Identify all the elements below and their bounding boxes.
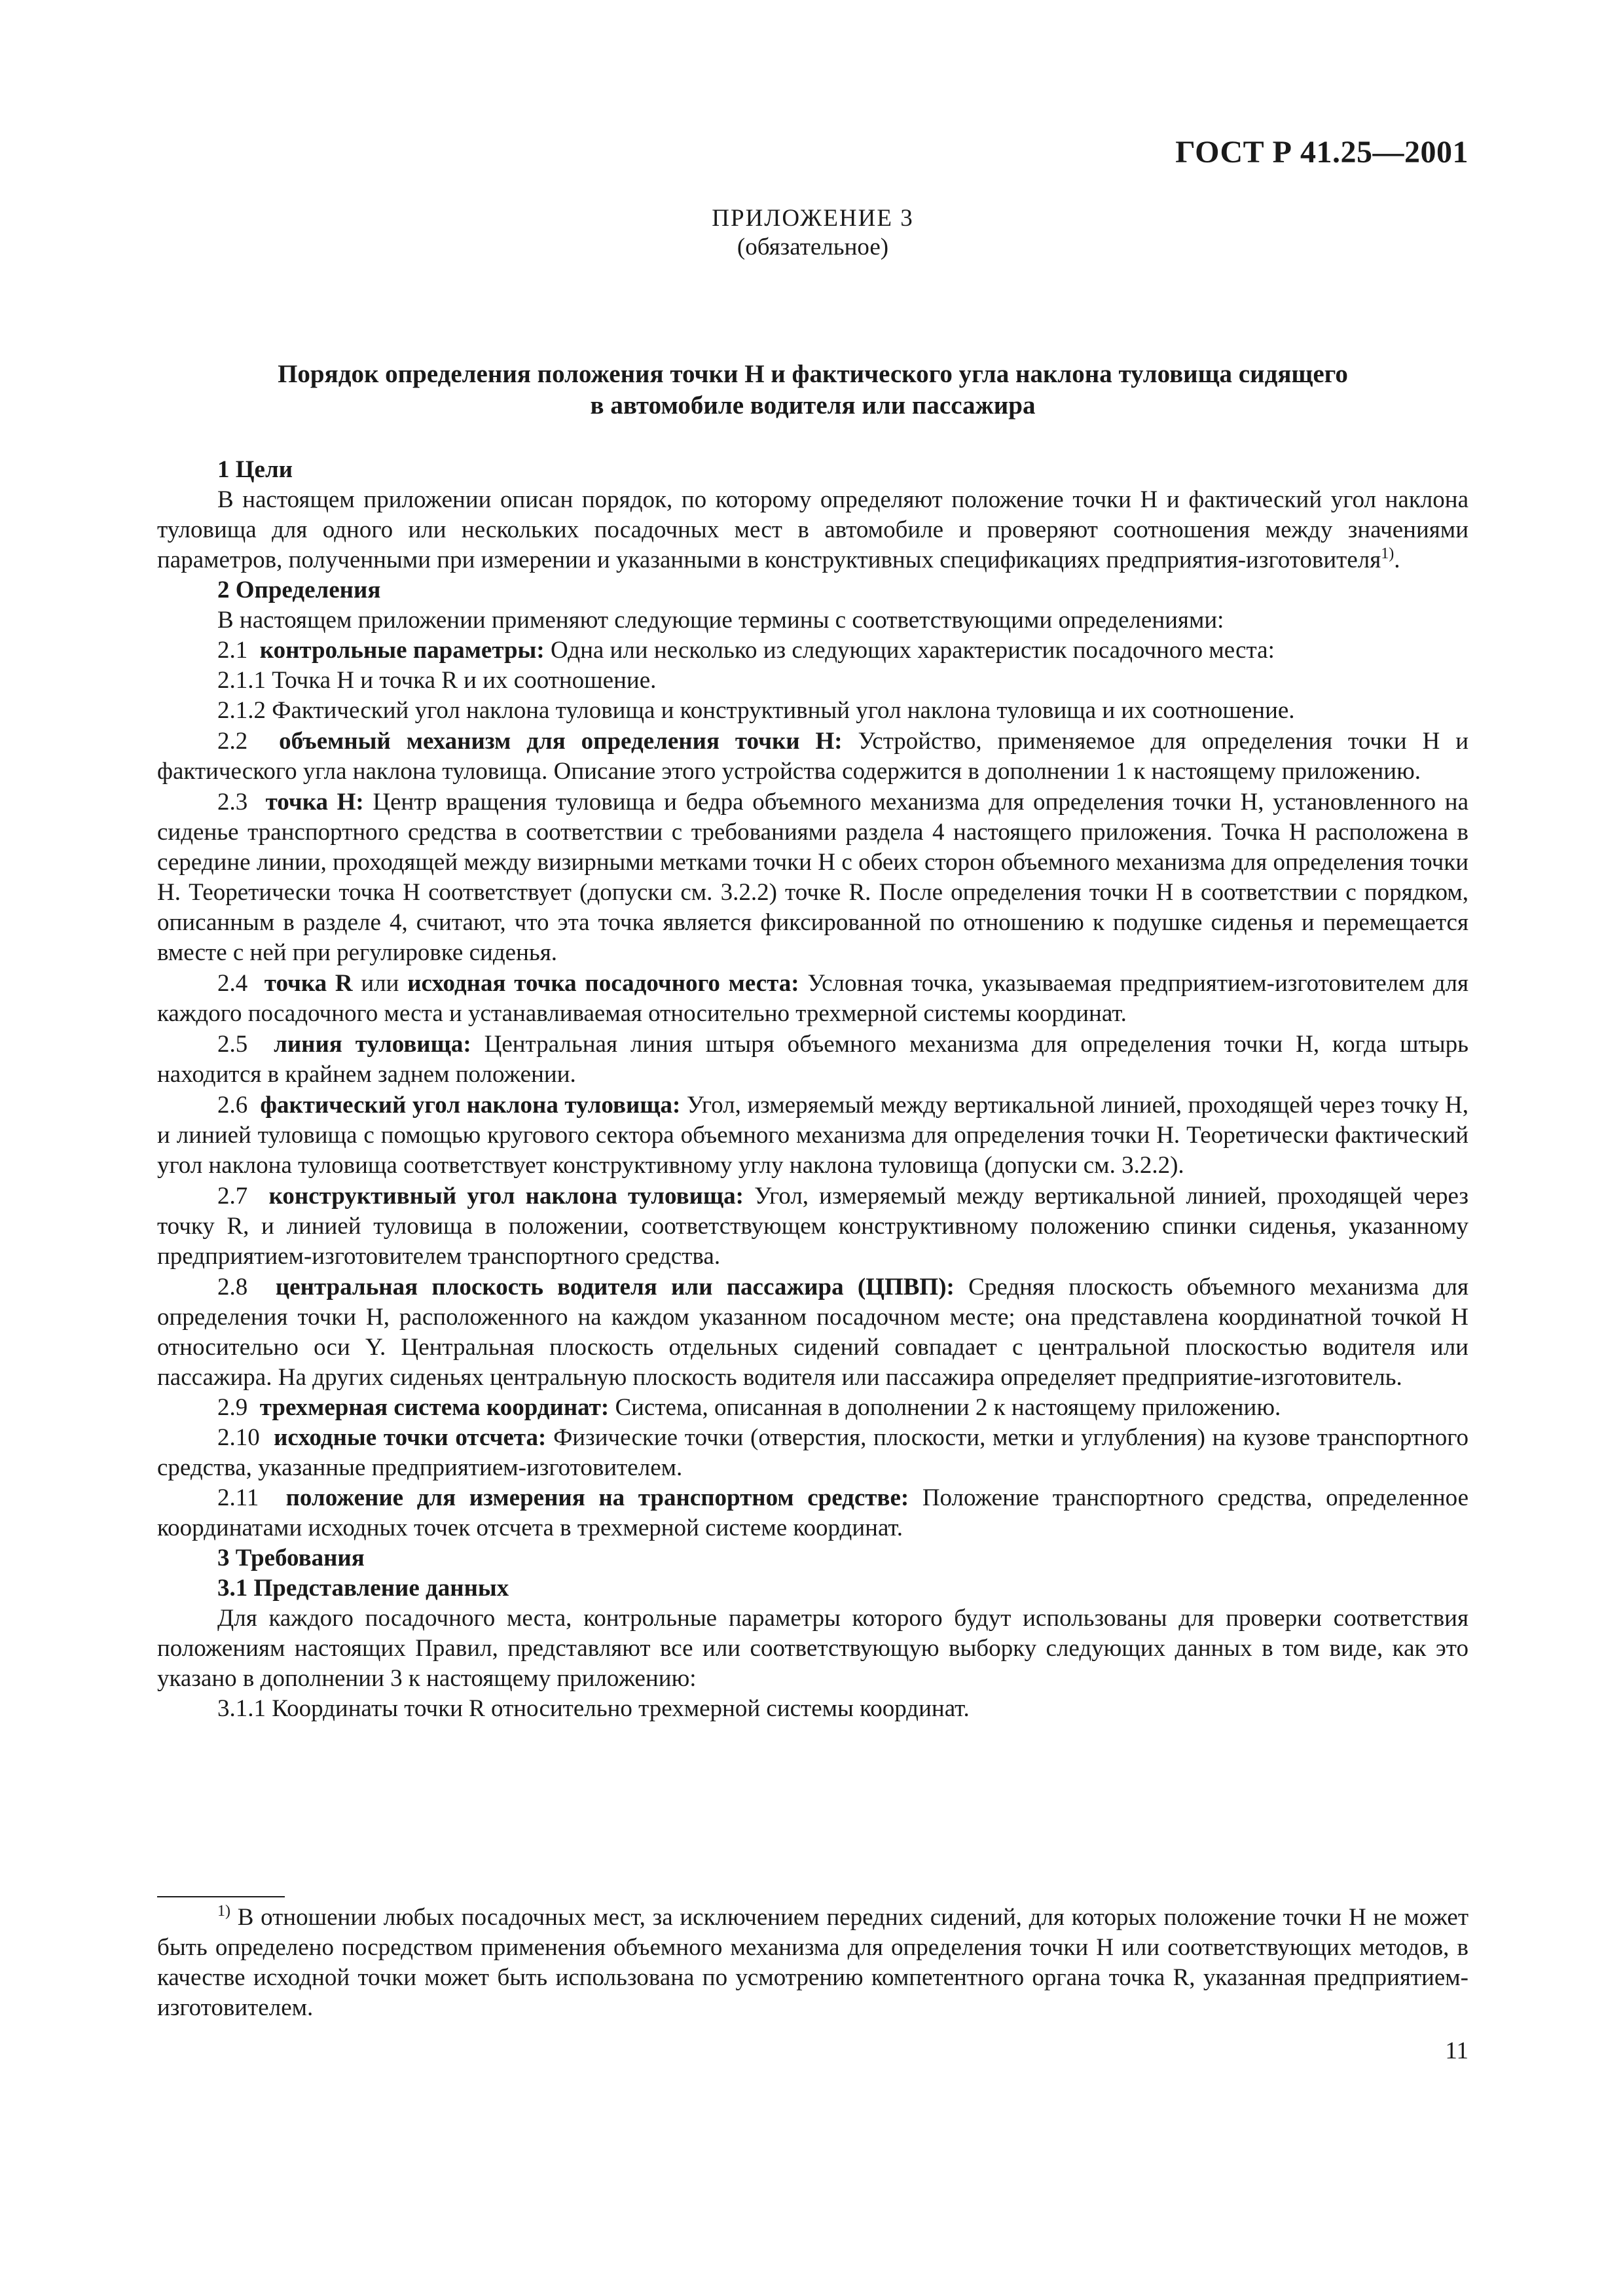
footnote (157, 1903, 1468, 2023)
footnote-divider (157, 1896, 285, 1897)
definition-2-1-2: 2.1.2 Фактический угол наклона туловища и конструктивный угол наклона туловища и их соотношение. (217, 697, 1295, 724)
document-title (196, 359, 1429, 422)
appendix-heading (157, 204, 1468, 262)
appendix-label: ПРИЛОЖЕНИЕ 3 (712, 205, 914, 232)
definition-2-5: 2.5 линия туловища: Центральная линия штыря объемного механизма для определения точки H, когда штырь находится в крайнем заднем положении. (157, 1031, 1468, 1088)
definition-2-9: 2.9 трехмерная система координат: Система, описанная в дополнении 2 к настоящему приложению. (217, 1394, 1281, 1421)
document-body (157, 455, 1468, 1724)
definition-2-4: 2.4 точка R или исходная точка посадочного места: Условная точка, указываемая предприятием-изготовителем для каждого посадочного места и устанавливаемая относительно трехмерной системы координат. (157, 970, 1469, 1027)
title-line-1: Порядок определения положения точки H и фактического угла наклона туловища сидящего (278, 360, 1348, 388)
section-2-heading: 2 Определения (217, 577, 381, 603)
section-1-heading: 1 Цели (217, 456, 293, 483)
definition-2-7: 2.7 конструктивный угол наклона туловища: Угол, измеряемый между вертикальной линией, проходящей через точку R, и линией туловища в положении, соответствующем конструктивному положению спинки сиденья, указанному предприятием-изготовителем транспортного средства. (157, 1183, 1469, 1270)
section-3-1-text: Для каждого посадочного места, контрольные параметры которого будут использованы для проверки соответствия положениям настоящих Правил, представляют все или соответствующую выборку следующих данных в том виде, как это указано в дополнении 3 к настоящему приложению: (157, 1605, 1468, 1692)
appendix-status: (обязательное) (737, 234, 889, 260)
definition-2-1: 2.1 контрольные параметры: Одна или несколько из следующих характеристик посадочного места: (217, 637, 1275, 664)
section-2-intro: В настоящем приложении применяют следующие термины с соответствующими определениями: (217, 607, 1224, 634)
definition-2-8: 2.8 центральная плоскость водителя или пассажира (ЦПВП): Средняя плоскость объемного механизма для определения точки H, расположенного на каждом указанном посадочном месте; она представлена координатной точкой H относительно оси Y. Центральная плоскость отдельных сидений совпадает с центральной плоскостью водителя или пассажира. На других сиденьях центральную плоскость водителя или пассажира определяет предприятие-изготовитель. (157, 1274, 1469, 1391)
footnote-text: В отношении любых посадочных мест, за исключением передних сидений, для которых положение точки H не может быть определено посредством применения объемного механизма для определения точки H или соответствующих методов, в качестве исходной точки может быть использована по усмотрению компетентного органа точка R, указанная предприятием-изготовителем. (157, 1904, 1468, 2021)
footnote-marker: 1) (217, 1903, 230, 1920)
definition-2-6: 2.6 фактический угол наклона туловища: Угол, измеряемый между вертикальной линией, проходящей через точку H, и линией туловища с помощью кругового сектора объемного механизма для определения точки H. Теоретически фактический угол наклона туловища соответствует конструктивному углу наклона туловища (допуски см. 3.2.2). (157, 1092, 1468, 1179)
definition-2-2: 2.2 объемный механизм для определения точки H: Устройство, применяемое для определения точки H и фактического угла наклона туловища. Описание этого устройства содержится в дополнении 1 к настоящему приложению. (157, 728, 1468, 785)
definition-2-1-1: 2.1.1 Точка H и точка R и их соотношение. (217, 667, 657, 694)
section-3-1-heading: 3.1 Представление данных (217, 1575, 509, 1602)
section-1-text: В настоящем приложении описан порядок, по которому определяют положение точки H и фактический угол наклона туловища для одного или нескольких посадочных мест в автомобиле и проверяют соотношения между значениями параметров, полученными при измерении и указанными в конструктивных спецификациях предприятия-изготовителя$^{1)}$. (157, 486, 1468, 573)
document-page (157, 0, 1468, 2296)
document-code: ГОСТ Р 41.25—2001 (1175, 135, 1468, 170)
footnote-ref: 1) (1381, 545, 1395, 562)
section-3-1-1: 3.1.1 Координаты точки R относительно трехмерной системы координат. (217, 1695, 970, 1722)
title-line-2: в автомобиле водителя или пассажира (590, 391, 1036, 420)
page-number: 11 (1445, 2037, 1468, 2064)
definition-2-3: 2.3 точка H: Центр вращения туловища и бедра объемного механизма для определения точки H, установленного на сиденье транспортного средства в соответствии с требованиями раздела 4 настоящего приложения. Точка H расположена в середине линии, проходящей между визирными метками точки H с обеих сторон объемного механизма для определения точки H. Теоретически точка H соответствует (допуски см. 3.2.2) точке R. После определения точки H в соответствии с порядком, описанным в разделе 4, считают, что эта точка является фиксированной по отношению к подушке сиденья и перемещается вместе с ней при регулировке сиденья. (157, 789, 1468, 966)
definition-2-11: 2.11 положение для измерения на транспортном средстве: Положение транспортного средства, определенное координатами исходных точек отсчета в трехмерной системе координат. (157, 1484, 1469, 1541)
section-3-heading: 3 Требования (217, 1545, 365, 1571)
definition-2-10: 2.10 исходные точки отсчета: Физические точки (отверстия, плоскости, метки и углубления) на кузове транспортного средства, указанные предприятием-изготовителем. (157, 1424, 1469, 1481)
